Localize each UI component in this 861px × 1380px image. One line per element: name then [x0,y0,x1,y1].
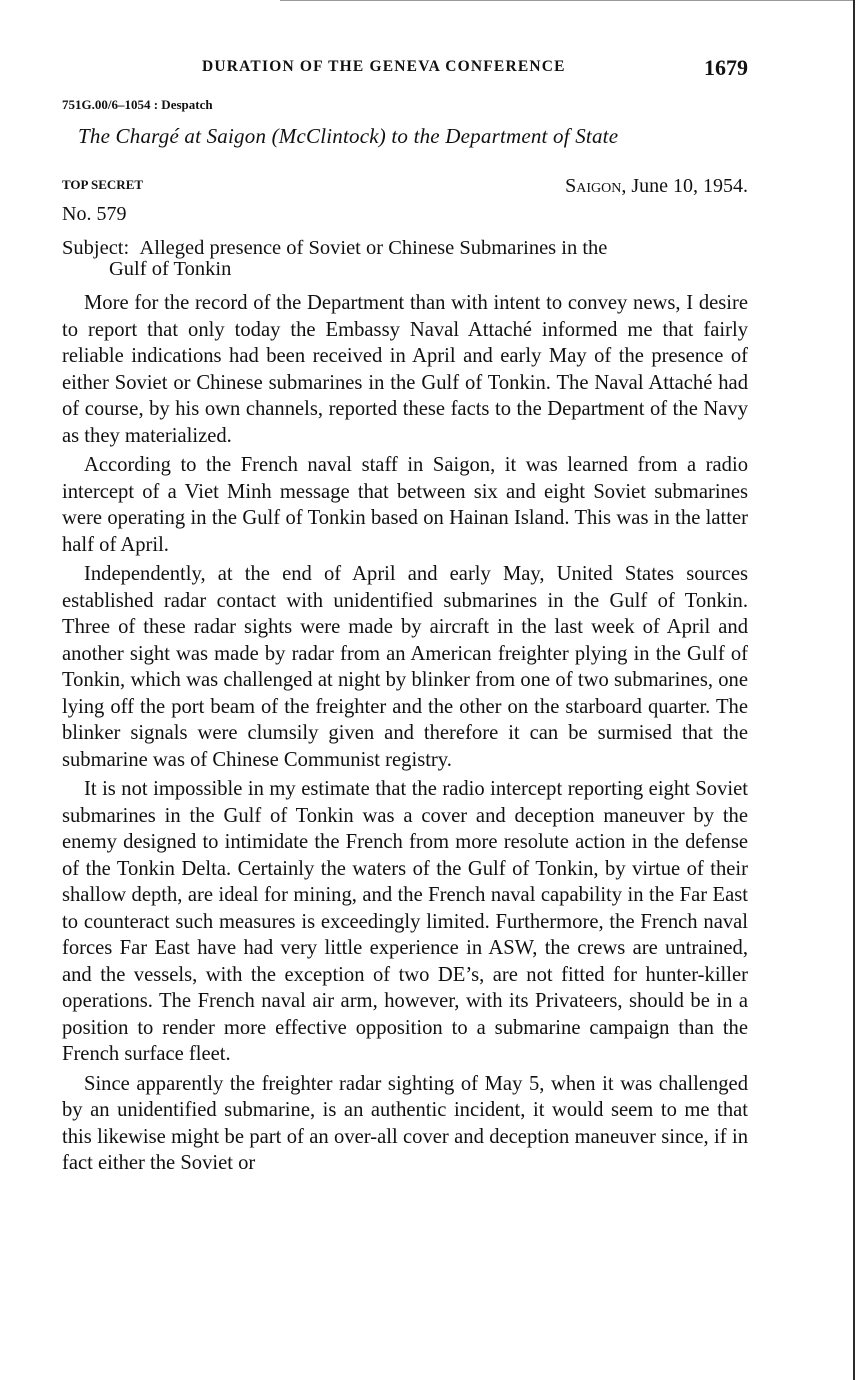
classification-label: TOP SECRET [62,177,144,192]
scan-right-edge [853,0,855,1380]
running-title: DURATION OF THE GENEVA CONFERENCE [202,58,566,75]
place-and-date [565,175,748,198]
body-text [62,290,748,1180]
date: , June 10, 1954. [621,175,748,197]
paragraph: More for the record of the Department than with intent to convey news, I desire to report that only today the Embassy Naval Attaché informed me that fairly reliable indications had been received in April and early May of the presence of either Soviet or Chinese submarines in the Gulf of Tonkin. The Naval Attaché had of course, by his own channels, reported these facts to the Department of the Navy as they materialized. [62,292,748,447]
document-heading: The Chargé at Saigon (McClintock) to the Department of State [78,124,619,148]
subject-text: Alleged presence of Soviet or Chinese Submarines in the [139,237,608,259]
paragraph: It is not impossible in my estimate that the radio intercept reporting eight Soviet submarines in the Gulf of Tonkin was a cover and deception maneuver by the enemy designed to intimidate the French from more resolute action in the defense of the Tonkin Delta. Certainly the waters of the Gulf of Tonkin, by virtue of their shallow depth, are ideal for mining, and the French naval capability in the Far East to counteract such measures is exceedingly limited. Furthermore, the French naval forces Far East have had very little experience in ASW, the crews are untrained, and the vessels, with the exception of two DE’s, are not fitted for hunter-killer operations. The French naval air arm, however, with its Privateers, should be in a position to render more effective opposition to a submarine campaign than the French surface fleet. [62,778,748,1065]
place: Saigon [565,175,622,197]
paragraph: Independently, at the end of April and early May, United States sources established radar contact with unidentified submarines in the Gulf of Tonkin. Three of these radar sights were made by aircraft in the last week of April and another sight was made by radar from an American freighter plying in the Gulf of Tonkin, which was challenged at night by blinker from one of two submarines, one lying off the port beam of the freighter and the other on the starboard quarter. The blinker signals were clumsily given and therefore it can be surmised that the submarine was of Chinese Communist registry. [62,563,748,771]
subject-line-1 [62,238,748,259]
document-number: No. 579 [62,203,127,225]
paragraph: According to the French naval staff in Saigon, it was learned from a radio intercept of a Viet Minh message that between six and eight Soviet submarines were operating in the Gulf of Tonkin based on Hainan Island. This was in the latter half of April. [62,454,748,556]
page-number: 1679 [704,55,748,80]
subject-label: Subject: [62,237,130,259]
paragraph: Since apparently the freighter radar sighting of May 5, when it was challenged by an unidentified submarine, is an authentic incident, it would seem to me that this likewise might be part of an over-all cover and deception maneuver since, if in fact either the Soviet or [62,1072,748,1174]
subject-line-2: Gulf of Tonkin [109,258,232,280]
running-header [62,56,748,82]
file-reference: 751G.00/6–1054 : Despatch [62,97,213,112]
scan-top-edge [280,0,855,1]
subject-block [62,238,748,280]
